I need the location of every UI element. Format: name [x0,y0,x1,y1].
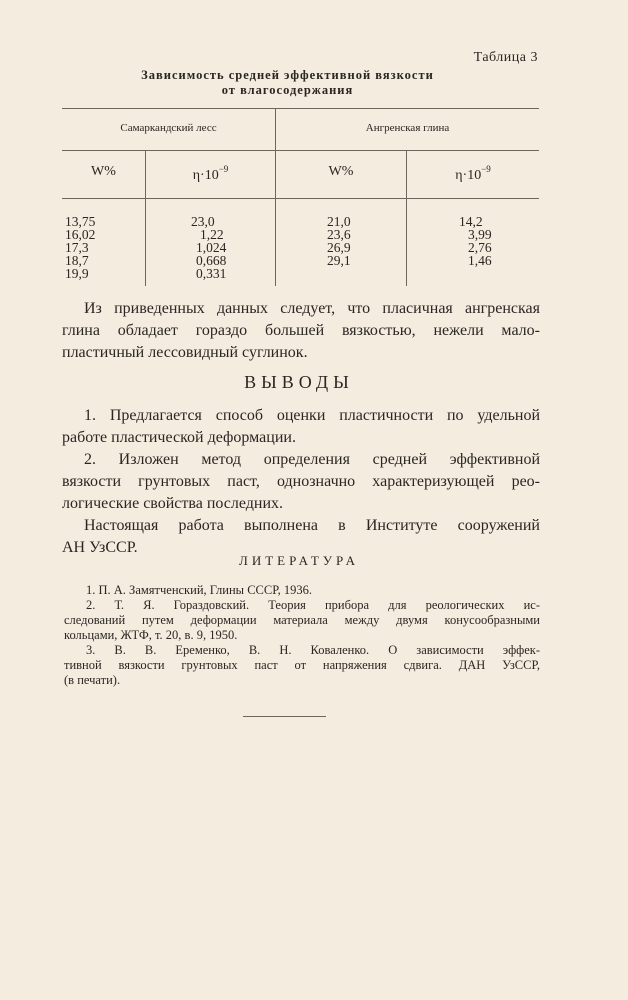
literature-heading: ЛИТЕРАТУРА [239,553,359,568]
conclusion-line: АН УзССР. [62,539,138,556]
group-header-angren: Ангренская глина [365,122,450,134]
cell-angren-w: 23,6 [327,227,351,242]
intro-line: глина обладает гораздо большей вязкостью, нежели мало- [62,322,540,339]
col-header-w-samarkand: W% [91,164,116,179]
table-divider-main [275,108,276,286]
table-title-line-1: Зависимость средней эффективной вязкости [141,68,434,82]
cell-samarkand-eta: 23,0 [191,214,215,229]
reference-line: 1. П. А. Замятченский, Глины СССР, 1936. [86,583,312,597]
table-title-line-2: от влагосодержания [221,83,354,97]
group-header-samarkand: Самаркандский лесс [120,122,217,134]
cell-samarkand-eta: 0,331 [196,266,227,281]
table-group-rule [62,150,539,151]
table-label: Таблица 3 [473,50,538,65]
cell-samarkand-eta: 1,22 [200,227,224,242]
reference-line: тивной вязкости грунтовых паст от напряжения сдвига. ДАН УзССР, [64,658,540,672]
cell-angren-w: 26,9 [327,240,351,255]
conclusion-line: 1. Предлагается способ оценки пластичности по удельной [84,407,540,424]
cell-samarkand-w: 13,75 [65,214,96,229]
col-header-w-angren: W% [328,164,354,179]
conclusion-line: работе пластической деформации. [62,429,296,446]
intro-paragraph [62,298,540,364]
reference-line: кольцами, ЖТФ, т. 20, в. 9, 1950. [64,628,238,642]
closing-rule [243,716,326,717]
cell-samarkand-eta: 1,024 [196,240,227,255]
table-top-rule [62,108,539,109]
cell-samarkand-eta: 0,668 [196,253,227,268]
cell-samarkand-w: 17,3 [65,240,89,255]
cell-samarkand-w: 19,9 [65,266,89,281]
eta-exponent: −9 [218,164,229,174]
reference-line: следований путем деформации материала между двумя конусообразными [64,613,540,627]
conclusions-heading: ВЫВОДЫ [244,372,354,392]
cell-angren-w: 21,0 [327,214,351,229]
cell-samarkand-w: 16,02 [65,227,96,242]
col-header-eta-angren [407,164,539,184]
eta-symbol: η·10 [455,168,482,183]
conclusion-line: вязкости грунтовых паст, однозначно характеризующей рео- [62,473,540,490]
conclusion-line: 2. Изложен метод определения средней эффективной [84,451,540,468]
intro-line: Из приведенных данных следует, что пласичная ангренская [84,300,540,317]
intro-line: пластичный лессовидный суглинок. [62,344,308,361]
reference-line: (в печати). [64,673,121,687]
cell-samarkand-w: 18,7 [65,253,89,268]
literature-list [64,583,540,688]
conclusion-line: логические свойства последних. [62,495,284,512]
conclusions-body [62,405,540,559]
cell-angren-eta: 3,99 [468,227,492,242]
col-header-eta-samarkand [146,164,275,184]
table-header-rule [62,198,539,199]
cell-angren-eta: 2,76 [468,240,492,255]
cell-angren-eta: 14,2 [459,214,483,229]
table-title [60,68,515,98]
eta-exponent: −9 [481,164,491,174]
reference-line: 2. Т. Я. Гораздовский. Теория прибора для реологических ис- [86,598,540,612]
eta-symbol: η·10 [192,168,219,183]
reference-line: 3. В. В. Еременко, В. Н. Коваленко. О зависимости эффек- [86,643,540,657]
conclusion-line: Настоящая работа выполнена в Институте сооружений [84,517,540,534]
cell-angren-eta: 1,46 [468,253,492,268]
cell-angren-w: 29,1 [327,253,351,268]
